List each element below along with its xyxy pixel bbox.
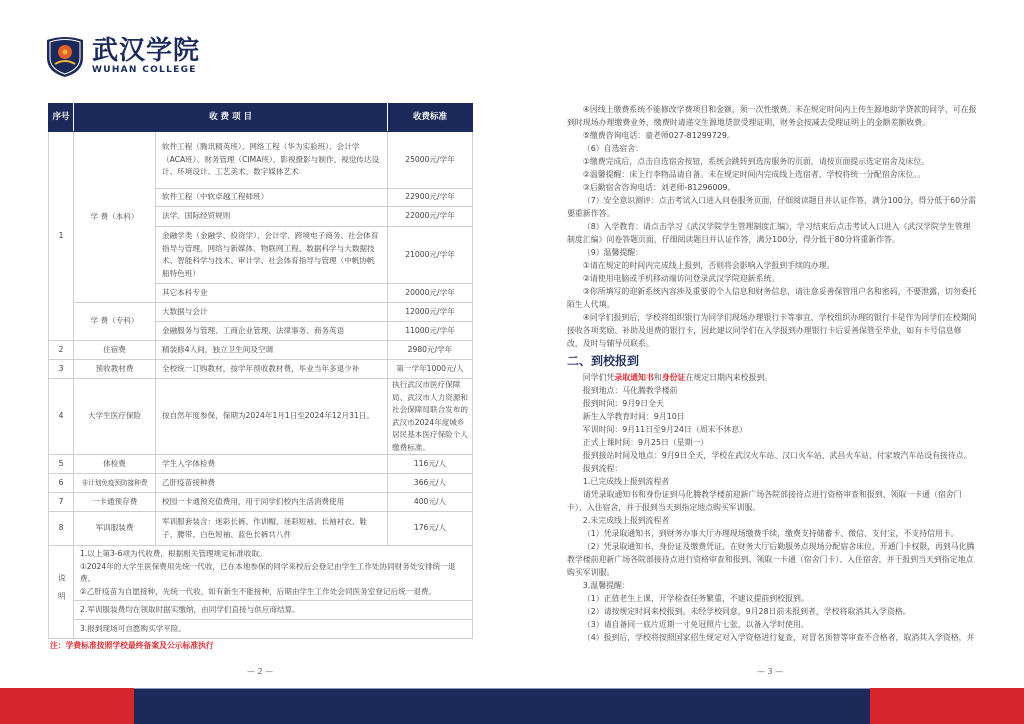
row-no: 6 <box>49 474 74 493</box>
row-item: 大数据与会计 <box>156 303 388 322</box>
notes-row <box>49 620 473 639</box>
row-no: 2 <box>49 341 74 360</box>
table-header <box>49 104 473 132</box>
paragraph: 1.已完成线上报到流程者 <box>582 477 670 486</box>
notes-row <box>49 546 473 601</box>
paragraph: 请凭录取通知书和身份证到马化腾教学楼前迎新广场各院部接待点进行资格审查和报到、领取一卡通（宿舍门卡）、入住宿舍，并于报到当天到指定地点购买军训服。 <box>567 490 962 512</box>
row-item: 乙肝疫苗接种费 <box>156 474 388 493</box>
header-fee: 收费标准 <box>388 104 473 132</box>
table-row <box>49 455 473 474</box>
paragraph: 报到地点：马化腾教学楼前 <box>582 386 678 395</box>
right-page-content <box>567 103 977 644</box>
section-heading: 二、到校报到 <box>567 354 640 368</box>
intro-text: 同学们凭 <box>582 373 615 382</box>
paragraph: ②请使用电脑或手机移动端访问登录武汉学院迎新系统。 <box>582 274 780 283</box>
paragraph: （9）温馨提醒： <box>582 248 644 257</box>
row-fee: 366元/人 <box>388 474 473 493</box>
row-fee: 22900元/学年 <box>388 189 473 207</box>
paragraph: ①请在规定的时间内完成线上报到，否则将会影响入学报到手续的办理。 <box>582 261 835 270</box>
paragraph: （7）安全意识测评：点击考试入口进入问卷服务页面，仔细阅读题目并认证作答，满分100分，得分低于60分需要重新作答。 <box>567 196 976 218</box>
row-item: 按自然年度参保，保期为2024年1月1日至2024年12月31日。 <box>156 379 388 455</box>
intro-paragraph <box>567 371 977 384</box>
page-number-left: — 2 — <box>247 667 274 676</box>
table-row <box>49 360 473 379</box>
row-fee: 20000元/学年 <box>388 284 473 303</box>
paragraph: 2.未完成线上报到流程者 <box>582 516 670 525</box>
paragraph: （6）自选宿舍： <box>582 144 644 153</box>
note-3: 3.报到现场可自愿购买学平险。 <box>74 620 473 639</box>
paragraph: （3）请自备同一底片近期一寸免冠照片七张，以备入学时使用。 <box>582 620 809 629</box>
note-2: 2.军训服装费均在领取时据实缴纳，由同学们直接与供应商结算。 <box>74 601 473 620</box>
paragraph: （8）入学教育：请点击学习《武汉学院学生管理制度汇编》，学习结束后点击考试入口进入《武汉学院学生管理制度汇编》问卷答题页面，仔细阅读题目并认证作答，满分100分，得分低于80分将重新作答。 <box>567 222 971 244</box>
row-category: 学 费（专科） <box>74 303 156 341</box>
footer-band-red-left <box>0 688 134 724</box>
row-item: 学生入学体检费 <box>156 455 388 474</box>
row-item: 精装修4人间，独立卫生间及空调 <box>156 341 388 360</box>
intro-text: 在规定日期内来校报到。 <box>685 373 773 382</box>
row-item: 校园一卡通预充值费用，用于同学们校内生活消费使用 <box>156 493 388 512</box>
note-line: 1.以上第3-6项为代收费，根据相关管理规定标准收取。 <box>80 549 267 558</box>
row-item: 军训服套装含：迷彩长裤、作训帽、迷彩短袖、长袖衬衣、鞋子、腰带、白色短袖、蓝色长裤共八件 <box>156 512 388 546</box>
row-fee: 第一学年1000元/人 <box>388 360 473 379</box>
row-no: 3 <box>49 360 74 379</box>
shield-emblem-icon <box>44 34 86 78</box>
row-item: 其它本科专业 <box>156 284 388 303</box>
table-row <box>49 303 473 322</box>
row-fee: 176元/人 <box>388 512 473 546</box>
paragraph: ①缴费完成后，点击自选宿舍按钮，系统会跳转到选房服务的页面，请按页面提示选定宿舍及床位。 <box>582 157 930 166</box>
row-fee: 21000元/学年 <box>388 227 473 284</box>
paragraph: （2）凭录取通知书、身份证及缴费凭证，在财务大厅后勤服务点现场分配宿舍床位，开通门卡权限，再到马化腾教学楼前迎新广场各院部接待点进行资格审查和报到、领取一卡通（宿舍门卡）、入住宿舍，并于报到当天到指定地点购买军训服。 <box>567 542 975 577</box>
row-category: 非计划免疫预防接种费 <box>74 474 156 493</box>
note-1 <box>74 546 473 601</box>
row-item: 金融服务与管理、工商企业管理、法律事务、商务英语 <box>156 322 388 341</box>
logo-name-en: WUHAN COLLEGE <box>92 65 197 75</box>
paragraph: 报到接站时间及地点：9月9日全天，学校在武汉火车站、汉口火车站、武昌火车站、付家坡汽车站设有接待点。 <box>582 451 972 460</box>
table-row <box>49 493 473 512</box>
row-category: 一卡通预存费 <box>74 493 156 512</box>
fee-table <box>48 103 473 639</box>
row-fee: 12000元/学年 <box>388 303 473 322</box>
row-item: 全校统一订购教材，按学年预收教材费，毕业当年多退少补 <box>156 360 388 379</box>
page-number-right: — 3 — <box>757 667 784 676</box>
row-item: 软件工程（腾讯精英班）、网络工程（华为实验班）、会计学（ACA班）、财务管理（CIMA班）、影视摄影与制作、视觉传达设计、环境设计、工艺美术、数字媒体艺术 <box>156 132 388 189</box>
paragraph: （4）报到后，学校将按照国家招生规定对入学资格进行复查，对冒名顶替等审查不合格者，取消其入学资格，并 <box>582 633 975 642</box>
admission-letter-highlight: 录取通知书 <box>614 373 654 382</box>
table-row <box>49 341 473 360</box>
note-line: ①2024年的大学生医保费用先统一代收，已在本地参保的同学来校后会登记由学生工作处协同财务处安排统一退费。 <box>80 561 456 583</box>
paragraph: ④因线上缴费系统不能修改学费项目和金额，须一次性缴费。未在规定时间内上传生源地助学贷款的同学，可在报到时现场办理缴费业务，缴费时请递交生源地贷款受理证明，财务会按减去受理证明上的金额差额收费。 <box>567 105 977 127</box>
header-no: 序号 <box>49 104 74 132</box>
paragraph: ④同学们报到后，学校将组织银行为同学们现场办理银行卡等事宜，学校组织办理的银行卡是作为同学们在校期间接收各项奖励、补助及退费的银行卡，因此建议同学们在入学报到办理银行卡后妥善保管至毕业，如有卡号信息修改，及时与辅导员联系。 <box>567 313 977 348</box>
row-fee: 执行武汉市医疗保障局、武汉市人力资源和社会保障局联合发布的武汉市2024年度城乡居民基本医疗保险个人缴费标准。 <box>388 379 473 455</box>
paragraph: ②温馨提醒：床上行李物品请自备。未在规定时间内完成线上选宿者，学校将统一分配宿舍床位。。 <box>582 170 926 179</box>
row-no: 4 <box>49 379 74 455</box>
paragraph: 正式上课时间：9月25日（星期一） <box>582 438 709 447</box>
row-fee: 22000元/学年 <box>388 207 473 227</box>
paragraph: ③你所填写的迎新系统内容涉及重要的个人信息和财务信息，请注意妥善保管用户名和密码，不要泄露，切勿委托陌生人代填。 <box>567 287 977 309</box>
table-row <box>49 132 473 189</box>
paragraph: 新生入学教育时间：9月10日 <box>582 412 685 421</box>
row-category: 体检费 <box>74 455 156 474</box>
row-fee: 400元/人 <box>388 493 473 512</box>
row-no: 5 <box>49 455 74 474</box>
row-fee: 25000元/学年 <box>388 132 473 189</box>
notes-label: 说明 <box>49 546 74 639</box>
header-item: 收 费 项 目 <box>74 104 388 132</box>
row-category: 学 费（本科） <box>74 132 156 303</box>
row-fee: 116元/人 <box>388 455 473 474</box>
paragraph-group-1 <box>567 103 977 350</box>
paragraph: ⑤缴费咨询电话：童老师027-81299729。 <box>582 131 735 140</box>
paragraph: 军训时间：9月11日至9月24日（周末不休息） <box>582 425 748 434</box>
table-row <box>49 474 473 493</box>
footer-band-red-right <box>870 688 1024 724</box>
paragraph: （1）正值老生上课，开学检查任务繁重，不建议提前到校报到。 <box>582 594 809 603</box>
row-category: 大学生医疗保险 <box>74 379 156 455</box>
paragraph: （2）请按规定时间来校报到。未经学校同意，9月28日前未报到者，学校将取消其入学资格。 <box>582 607 911 616</box>
row-fee: 2980元/学年 <box>388 341 473 360</box>
fee-standard-note: 注：学费标准按照学校最终备案及公示标准执行 <box>50 641 214 650</box>
row-no: 7 <box>49 493 74 512</box>
paragraph: 3.温馨提醒： <box>582 581 630 590</box>
row-item: 金融学类（金融学、投资学）、会计学、跨境电子商务、社会体育指导与管理、网络与新媒体、物联网工程、数据科学与大数据技术、智能科学与技术、审计学、社会体育指导与管理（中帆协帆船特色班） <box>156 227 388 284</box>
paragraph: 报到时间：9月9日全天 <box>582 399 664 408</box>
paragraph: ③后勤宿舍咨询电话：刘老师-81296009。 <box>582 183 736 192</box>
college-logo <box>44 34 200 78</box>
row-category: 预收教材费 <box>74 360 156 379</box>
row-fee: 11000元/学年 <box>388 322 473 341</box>
notes-row <box>49 601 473 620</box>
intro-text: 和 <box>653 373 662 382</box>
row-no: 1 <box>49 132 74 341</box>
row-category: 住宿费 <box>74 341 156 360</box>
note-line: ②乙肝疫苗为自愿接种，先统一代收，如有新生不能接种，后期由学生工作处会同医务室登记后统一退费。 <box>80 586 437 596</box>
paragraph: 报到流程： <box>582 464 623 473</box>
row-no: 8 <box>49 512 74 546</box>
paragraph: （1）凭录取通知书，到财务办事大厅办理现场缴费手续，缴费支持储蓄卡、微信、支付宝，不支持信用卡。 <box>582 529 959 538</box>
paragraph-group-2 <box>567 384 977 644</box>
table-row <box>49 512 473 546</box>
logo-name-cn: 武汉学院 <box>92 36 201 66</box>
row-item: 软件工程（中软卓越工程师班） <box>156 189 388 207</box>
row-item: 法学、国际经贸规则 <box>156 207 388 227</box>
id-card-highlight: 身份证 <box>661 373 686 382</box>
footer-band-navy <box>134 688 870 724</box>
table-row <box>49 379 473 455</box>
row-category: 军训服装费 <box>74 512 156 546</box>
